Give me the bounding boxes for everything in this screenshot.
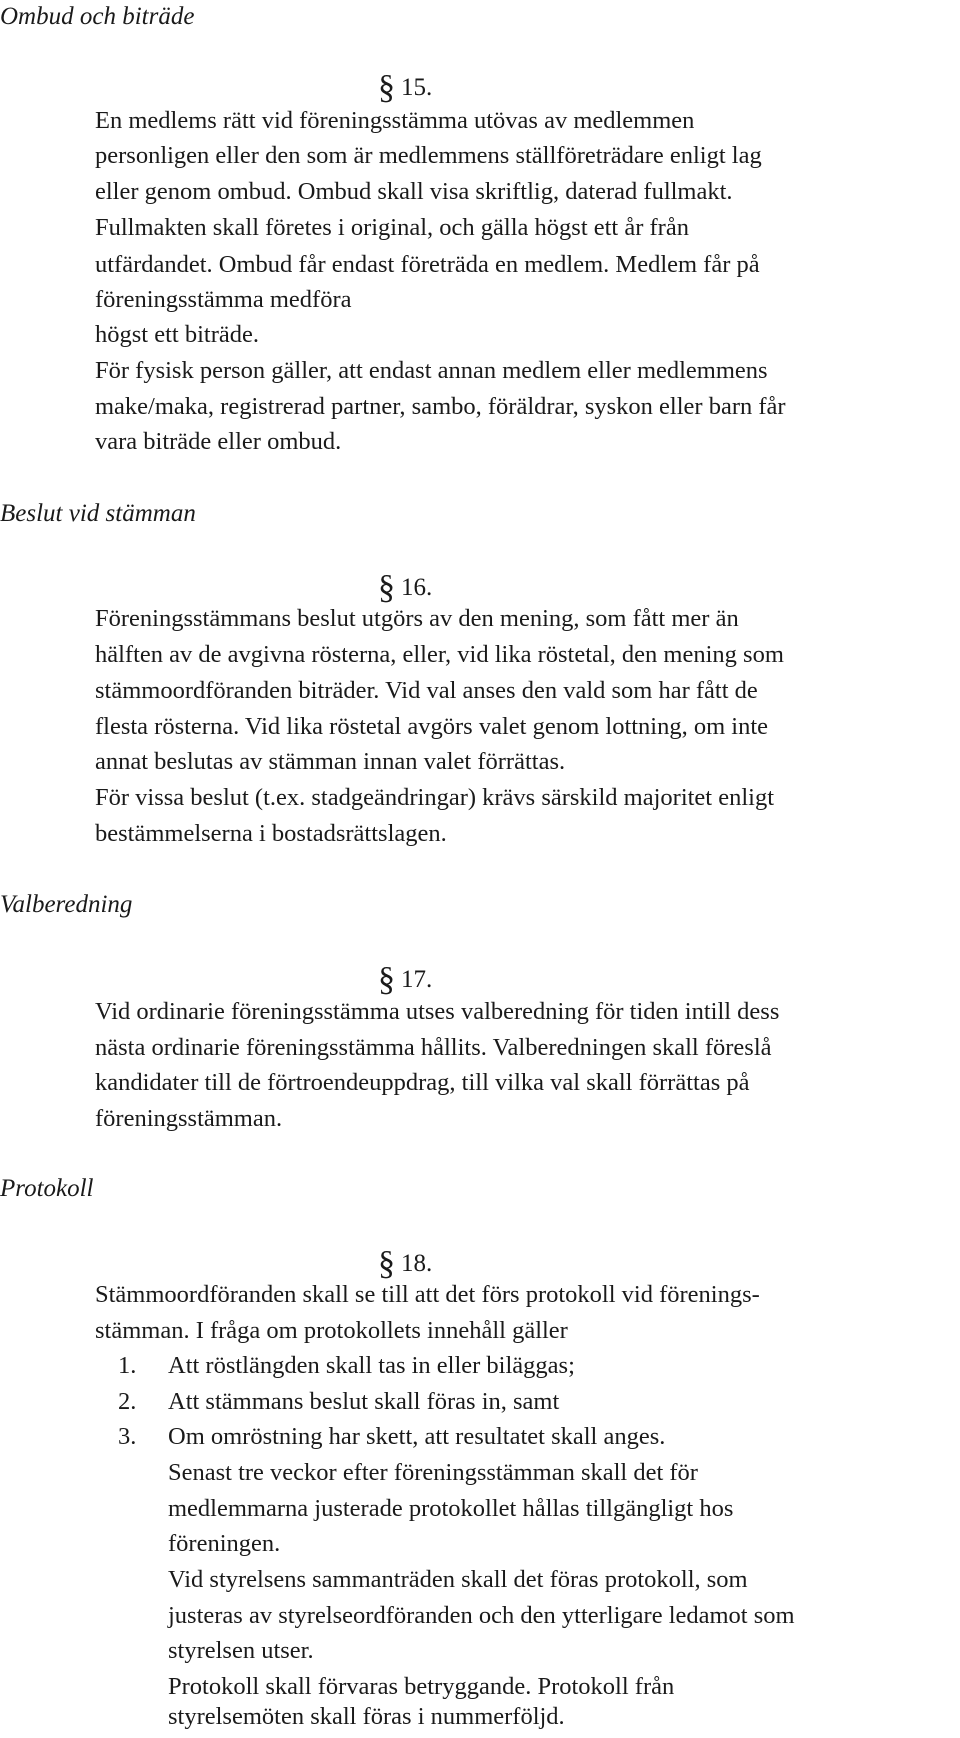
s16-line-5: annat beslutas av stämman innan valet förrättas. <box>95 748 566 775</box>
s16-line-6: För vissa beslut (t.ex. stadgeändringar) krävs särskild majoritet enligt <box>95 784 775 811</box>
s18-after-line-2: medlemmarna justerade protokollet hållas tillgängligt hos <box>168 1495 734 1522</box>
section-symbol: § <box>378 569 395 606</box>
section-number-15 <box>378 68 432 105</box>
s18-intro-line-1: Stämmoordföranden skall se till att det förs protokoll vid förenings- <box>95 1281 760 1308</box>
section-number: 18. <box>401 1250 433 1277</box>
section-number-17 <box>378 960 432 997</box>
s15-line-7: högst ett biträde. <box>95 321 259 348</box>
s18-item-3-number: 3. <box>118 1423 137 1450</box>
s18-after-line-6: styrelsen utser. <box>168 1637 314 1664</box>
s17-line-4: föreningsstämman. <box>95 1105 283 1132</box>
s16-line-2: hälften av de avgivna rösterna, eller, vid lika röstetal, den mening som <box>95 641 784 668</box>
s16-line-3: stämmoordföranden biträder. Vid val anses den vald som har fått de <box>95 677 758 704</box>
s17-line-3: kandidater till de förtroendeuppdrag, till vilka val skall förrättas på <box>95 1069 750 1096</box>
heading-ombud: Ombud och biträde <box>0 3 195 30</box>
s18-item-3-text: Om omröstning har skett, att resultatet skall anges. <box>168 1423 666 1450</box>
s15-line-6: föreningsstämma medföra <box>95 286 352 313</box>
s16-line-7: bestämmelserna i bostadsrättslagen. <box>95 820 447 847</box>
s15-line-1: En medlems rätt vid föreningsstämma utövas av medlemmen <box>95 107 695 134</box>
s15-line-8: För fysisk person gäller, att endast annan medlem eller medlemmens <box>95 357 768 384</box>
section-symbol: § <box>378 961 395 998</box>
heading-valberedning: Valberedning <box>0 891 133 918</box>
s15-line-5: utfärdandet. Ombud får endast företräda en medlem. Medlem får på <box>95 251 760 278</box>
s18-item-1-text: Att röstlängden skall tas in eller biläggas; <box>168 1352 575 1379</box>
s17-line-2: nästa ordinarie föreningsstämma hållits. Valberedningen skall föreslå <box>95 1034 772 1061</box>
section-number-18 <box>378 1244 432 1281</box>
section-symbol: § <box>378 69 395 106</box>
section-number-16 <box>378 568 432 605</box>
s18-item-2-text: Att stämmans beslut skall föras in, samt <box>168 1388 560 1415</box>
s18-intro-line-2: stämman. I fråga om protokollets innehåll gäller <box>95 1317 568 1344</box>
heading-beslut: Beslut vid stämman <box>0 500 196 527</box>
s18-after-line-3: föreningen. <box>168 1530 281 1557</box>
s18-item-1-number: 1. <box>118 1352 137 1379</box>
section-number: 16. <box>401 574 433 601</box>
s15-line-10: vara biträde eller ombud. <box>95 428 342 455</box>
s15-line-4: Fullmakten skall företes i original, och gälla högst ett år från <box>95 214 689 241</box>
heading-protokoll: Protokoll <box>0 1175 94 1202</box>
s18-after-line-4: Vid styrelsens sammanträden skall det föras protokoll, som <box>168 1566 748 1593</box>
s15-line-3: eller genom ombud. Ombud skall visa skriftlig, daterad fullmakt. <box>95 178 733 205</box>
section-symbol: § <box>378 1245 395 1282</box>
s18-after-line-5: justeras av styrelseordföranden och den ytterligare ledamot som <box>168 1602 795 1629</box>
s16-line-4: flesta rösterna. Vid lika röstetal avgörs valet genom lottning, om inte <box>95 713 769 740</box>
section-number: 15. <box>401 74 433 101</box>
s15-line-2: personligen eller den som är medlemmens ställföreträdare enligt lag <box>95 142 762 169</box>
section-number: 17. <box>401 966 433 993</box>
s16-line-1: Föreningsstämmans beslut utgörs av den mening, som fått mer än <box>95 605 739 632</box>
s18-after-line-1: Senast tre veckor efter föreningsstämman skall det för <box>168 1459 698 1486</box>
s18-item-2-number: 2. <box>118 1388 137 1415</box>
s18-after-line-7: Protokoll skall förvaras betryggande. Protokoll från <box>168 1673 675 1700</box>
s17-line-1: Vid ordinarie föreningsstämma utses valberedning för tiden intill dess <box>95 998 780 1025</box>
s15-line-9: make/maka, registrerad partner, sambo, föräldrar, syskon eller barn får <box>95 393 786 420</box>
s18-after-line-8: styrelsemöten skall föras i nummerföljd. <box>168 1703 565 1730</box>
